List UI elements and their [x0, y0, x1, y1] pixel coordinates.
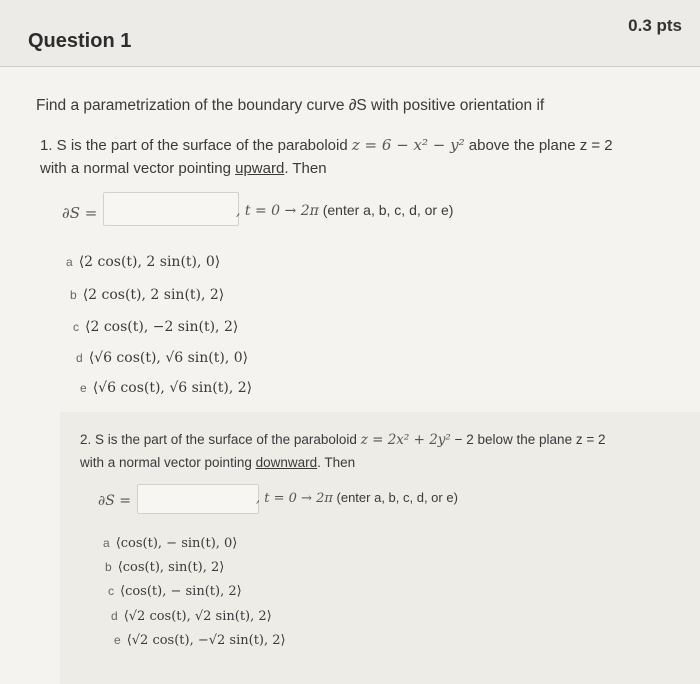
part2-choice-c: [108, 583, 242, 599]
part1-line2-prefix: with a normal vector pointing: [40, 160, 231, 177]
part1-orientation-word: upward: [235, 160, 285, 177]
part1-line1-prefix: 1. S is the part of the surface of the paraboloid: [40, 137, 348, 154]
part1-choice-c: [73, 318, 238, 335]
part2-answer-input[interactable]: [137, 484, 259, 514]
choice-expression: ⟨2 cos(t), −2 sin(t), 2⟩: [85, 319, 239, 335]
part2-line1-prefix: 2. S is the part of the surface of the paraboloid: [80, 432, 357, 447]
question-points: 0.3 pts: [628, 16, 682, 35]
part1-t-range: , t = 0 → 2π: [236, 203, 319, 219]
part1-equation: z = 6 − x² − y²: [351, 136, 465, 154]
part2-choice-b: [105, 559, 224, 575]
part1-choice-d: [76, 349, 248, 366]
choice-expression: ⟨2 cos(t), 2 sin(t), 2⟩: [82, 287, 225, 303]
choice-expression: ⟨2 cos(t), 2 sin(t), 0⟩: [78, 254, 221, 270]
choice-letter: d: [111, 609, 118, 623]
part2-line2-suffix: . Then: [317, 455, 356, 470]
choice-letter: b: [105, 560, 112, 574]
part2-instruction: (enter a, b, c, d, or e): [336, 490, 458, 505]
choice-expression: ⟨√2 cos(t), −√2 sin(t), 2⟩: [126, 633, 286, 648]
part1-choice-e: [80, 379, 252, 396]
part2-t-range: , t = 0 → 2π: [256, 491, 333, 506]
part1-line2-suffix: . Then: [284, 160, 327, 177]
part2-choice-a: [103, 535, 237, 551]
choice-letter: e: [80, 381, 87, 395]
part2-orientation-word: downward: [255, 455, 318, 470]
choice-letter: b: [70, 288, 77, 302]
choice-expression: ⟨√6 cos(t), √6 sin(t), 0⟩: [88, 350, 249, 366]
part1-statement-line2: [40, 160, 327, 177]
choice-letter: c: [73, 320, 79, 334]
part2-range-text: [256, 490, 458, 506]
choice-expression: ⟨√6 cos(t), √6 sin(t), 2⟩: [92, 380, 253, 396]
part2-statement-line1: [80, 432, 605, 448]
part2-statement-line2: [80, 455, 355, 470]
question-prompt: Find a parametrization of the boundary curve ∂S with positive orientation if: [36, 97, 545, 114]
choice-expression: ⟨cos(t), sin(t), 2⟩: [117, 560, 225, 575]
part2-line1-suffix: − 2 below the plane z = 2: [454, 432, 606, 447]
question-header: [0, 0, 700, 67]
part2-choice-d: [111, 608, 272, 624]
choice-letter: d: [76, 351, 83, 365]
part1-answer-input[interactable]: [103, 192, 239, 226]
part1-range-text: [236, 202, 453, 219]
part1-choice-a: [66, 253, 220, 270]
part1-instruction: (enter a, b, c, d, or e): [322, 202, 454, 218]
choice-letter: a: [103, 536, 110, 550]
part2-equation: z = 2x² + 2y²: [360, 432, 451, 448]
part2-answer-label: ∂S =: [98, 493, 132, 509]
choice-expression: ⟨cos(t), − sin(t), 2⟩: [120, 584, 242, 599]
choice-expression: ⟨√2 cos(t), √2 sin(t), 2⟩: [123, 609, 272, 624]
choice-letter: c: [108, 584, 114, 598]
question-title: Question 1: [28, 30, 132, 52]
part1-statement-line1: [40, 136, 613, 154]
part2-choice-e: [114, 632, 286, 648]
choice-expression: ⟨cos(t), − sin(t), 0⟩: [115, 536, 238, 551]
part1-line1-suffix: above the plane z = 2: [468, 137, 613, 154]
part2-line2-prefix: with a normal vector pointing: [80, 455, 252, 470]
part1-answer-label: ∂S =: [62, 204, 98, 222]
choice-letter: a: [66, 255, 73, 269]
part1-choice-b: [70, 286, 224, 303]
choice-letter: e: [114, 633, 121, 647]
